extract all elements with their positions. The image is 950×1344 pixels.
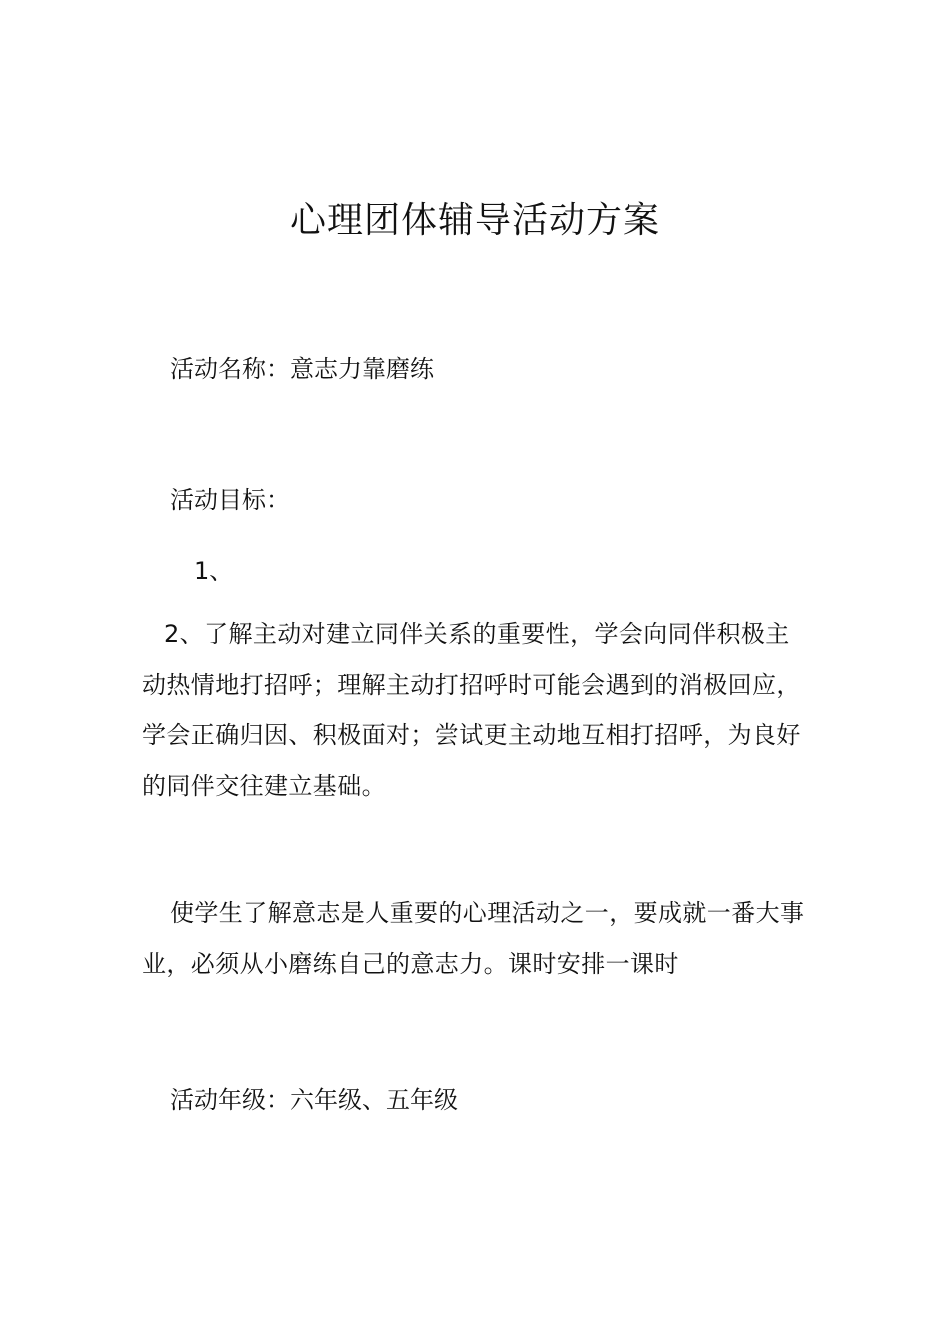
document-title: 心理团体辅导活动方案 — [289, 200, 660, 241]
goal-item-1: 1、 — [194, 557, 234, 585]
activity-goal-label: 活动目标： — [170, 486, 290, 514]
purpose-paragraph: 使学生了解意志是人重要的心理活动之一，要成就一番大事业，必须从小磨练自己的意志力。课时安排一课时 — [142, 899, 805, 978]
goal-item-2: 2、了解主动对建立同伴关系的重要性，学会向同伴积极主动热情地打招呼；理解主动打招呼时可能会遇到的消极回应，学会正确归因、积极面对；尝试更主动地互相打招呼，为良好的同伴交往建立基础。 — [142, 620, 801, 800]
activity-grade: 活动年级：六年级、五年级 — [170, 1086, 458, 1114]
activity-name: 活动名称：意志力靠磨练 — [170, 355, 434, 383]
